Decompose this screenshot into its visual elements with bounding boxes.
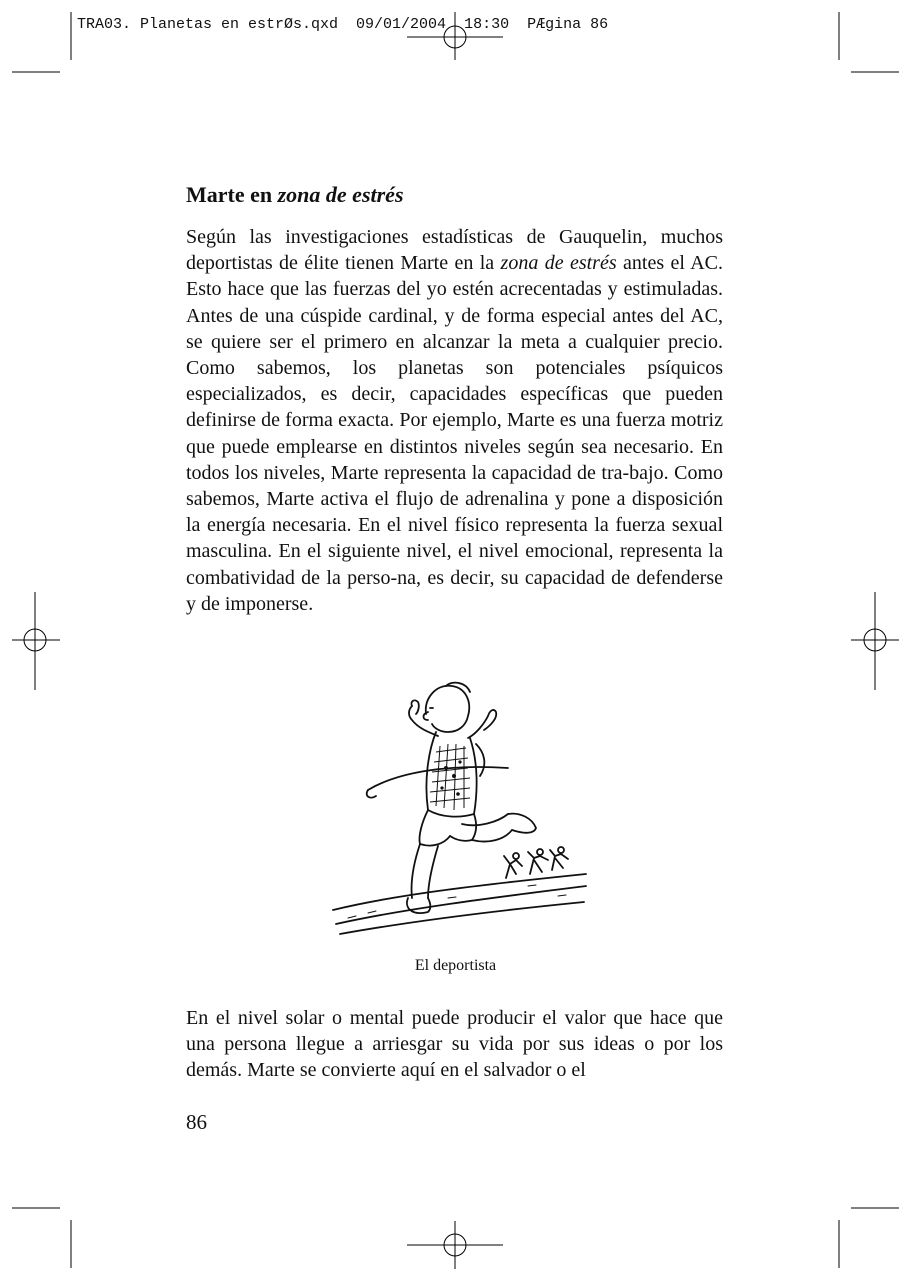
body-paragraph-1 bbox=[186, 224, 723, 617]
figure-caption: El deportista bbox=[414, 957, 497, 974]
body-paragraph-2: En el nivel solar o mental puede producir el valor que hace que una persona llegue a arriesgar su vida por sus ideas o por los demás. Marte se convierte aquí en el salvador o el bbox=[186, 1007, 723, 1082]
section-title-plain: Marte en bbox=[186, 182, 278, 207]
section-title bbox=[186, 182, 404, 208]
runner-illustration bbox=[328, 672, 590, 944]
paragraph-1-italic: zona de estrés bbox=[500, 252, 617, 275]
page-number: 86 bbox=[186, 1110, 207, 1134]
print-slug-line: TRA03. Planetas en estrØs.qxd 09/01/2004 18:30 PÆgina 86 bbox=[77, 16, 609, 33]
section-title-italic: zona de estrés bbox=[277, 182, 404, 207]
paragraph-1-text-a: Según las investigaciones estadísticas de Gauquelin, muchos deportistas de élite tienen Marte en la bbox=[186, 226, 723, 275]
paragraph-1-text-b: antes el AC. Esto hace que las fuerzas del yo estén acrecentadas y estimuladas. Antes de una cúspide cardinal, y de forma especial antes del AC, se quiere ser el primero en alcanzar la meta a cualquier precio. Como sabemos, los planetas son potenciales psíquicos especializados, es decir, capacidades específicas que pueden definirse de forma exacta. Por ejemplo, Marte es una fuerza motriz que puede emplearse en distintos niveles según sea necesario. En todos los niveles, Marte representa la capacidad de tra-bajo. Como sabemos, Marte activa el flujo de adrenalina y pone a disposición la energía necesaria. En el nivel físico representa la fuerza sexual masculina. En el siguiente nivel, el nivel emocional, representa la combatividad de la perso-na, es decir, su capacidad de defenderse y de imponerse. bbox=[186, 252, 723, 615]
